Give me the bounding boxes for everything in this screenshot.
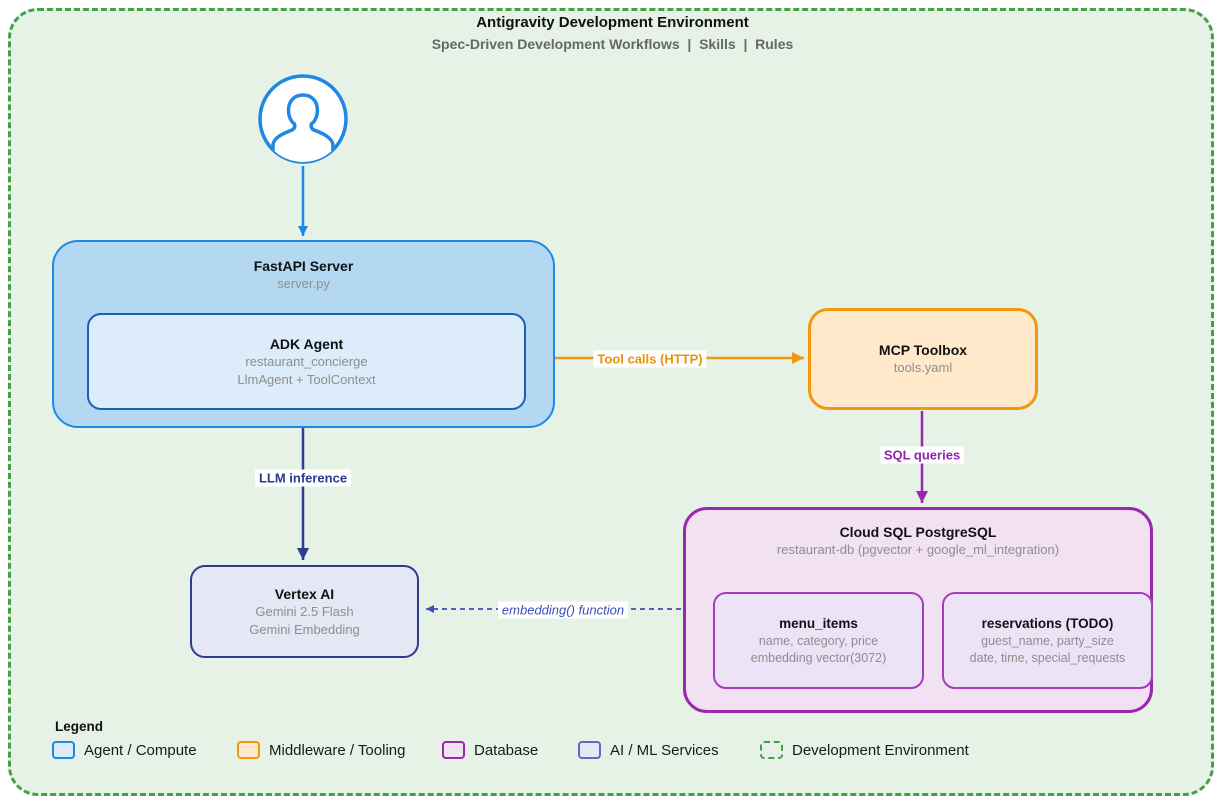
mcp-toolbox-title: MCP Toolbox xyxy=(878,342,968,358)
menu-items-line2: embedding vector(3072) xyxy=(750,650,887,665)
diagram-title: Antigravity Development Environment xyxy=(476,14,749,31)
legend-item-database xyxy=(442,741,538,759)
legend-label-development-environment: Development Environment xyxy=(792,741,969,759)
legend-swatch-development-environment xyxy=(760,741,783,759)
vertex-ai-line1: Gemini 2.5 Flash xyxy=(255,603,354,619)
legend-item-middleware-tooling xyxy=(237,741,405,759)
legend-label-agent-compute: Agent / Compute xyxy=(84,741,197,759)
adk-agent-node xyxy=(87,313,526,410)
adk-agent-line2: LlmAgent + ToolContext xyxy=(237,371,376,387)
cloudsql-subtitle: restaurant-db (pgvector + google_ml_integration) xyxy=(776,542,1060,557)
fastapi-server-title: FastAPI Server xyxy=(253,258,354,274)
legend-swatch-ai-ml-services xyxy=(578,741,601,759)
diagram-header xyxy=(0,14,1225,52)
adk-agent-line1: restaurant_concierge xyxy=(245,353,368,369)
reservations-title: reservations (TODO) xyxy=(981,615,1114,631)
legend-item-development-environment xyxy=(760,741,969,759)
mcp-toolbox-node xyxy=(808,308,1038,410)
legend-label-ai-ml-services: AI / ML Services xyxy=(610,741,719,759)
legend-label-database: Database xyxy=(474,741,539,759)
legend-swatch-database xyxy=(442,741,465,759)
vertex-ai-title: Vertex AI xyxy=(274,585,335,602)
menu-items-line1: name, category, price xyxy=(758,633,879,648)
mcp-toolbox-subtitle: tools.yaml xyxy=(893,360,953,375)
fastapi-server-node xyxy=(52,240,555,428)
legend-title: Legend xyxy=(55,719,104,734)
legend-item-ai-ml-services xyxy=(578,741,719,759)
vertex-ai-node xyxy=(190,565,419,658)
fastapi-server-subtitle: server.py xyxy=(277,276,330,291)
legend-item-agent-compute xyxy=(52,741,197,759)
menu-items-title: menu_items xyxy=(779,615,858,631)
reservations-line2: date, time, special_requests xyxy=(969,650,1126,665)
edge-label-tool-calls: Tool calls (HTTP) xyxy=(593,351,706,368)
vertex-ai-line2: Gemini Embedding xyxy=(249,621,360,637)
adk-agent-title: ADK Agent xyxy=(269,335,344,352)
edge-label-sql-queries: SQL queries xyxy=(880,447,964,464)
cloudsql-postgresql-node xyxy=(683,507,1153,713)
reservations-line1: guest_name, party_size xyxy=(981,633,1114,648)
legend-swatch-agent-compute xyxy=(52,741,75,759)
reservations-table-node xyxy=(942,592,1153,689)
user-person-icon xyxy=(256,72,350,166)
diagram-subtitle: Spec-Driven Development Workflows | Skills | Rules xyxy=(431,36,794,52)
edge-label-llm-inference: LLM inference xyxy=(255,470,351,487)
menu-items-table-node xyxy=(713,592,924,689)
legend-swatch-middleware-tooling xyxy=(237,741,260,759)
edge-label-embedding-function: embedding() function xyxy=(498,602,628,619)
legend-label-middleware-tooling: Middleware / Tooling xyxy=(269,741,406,759)
cloudsql-title: Cloud SQL PostgreSQL xyxy=(839,524,997,540)
